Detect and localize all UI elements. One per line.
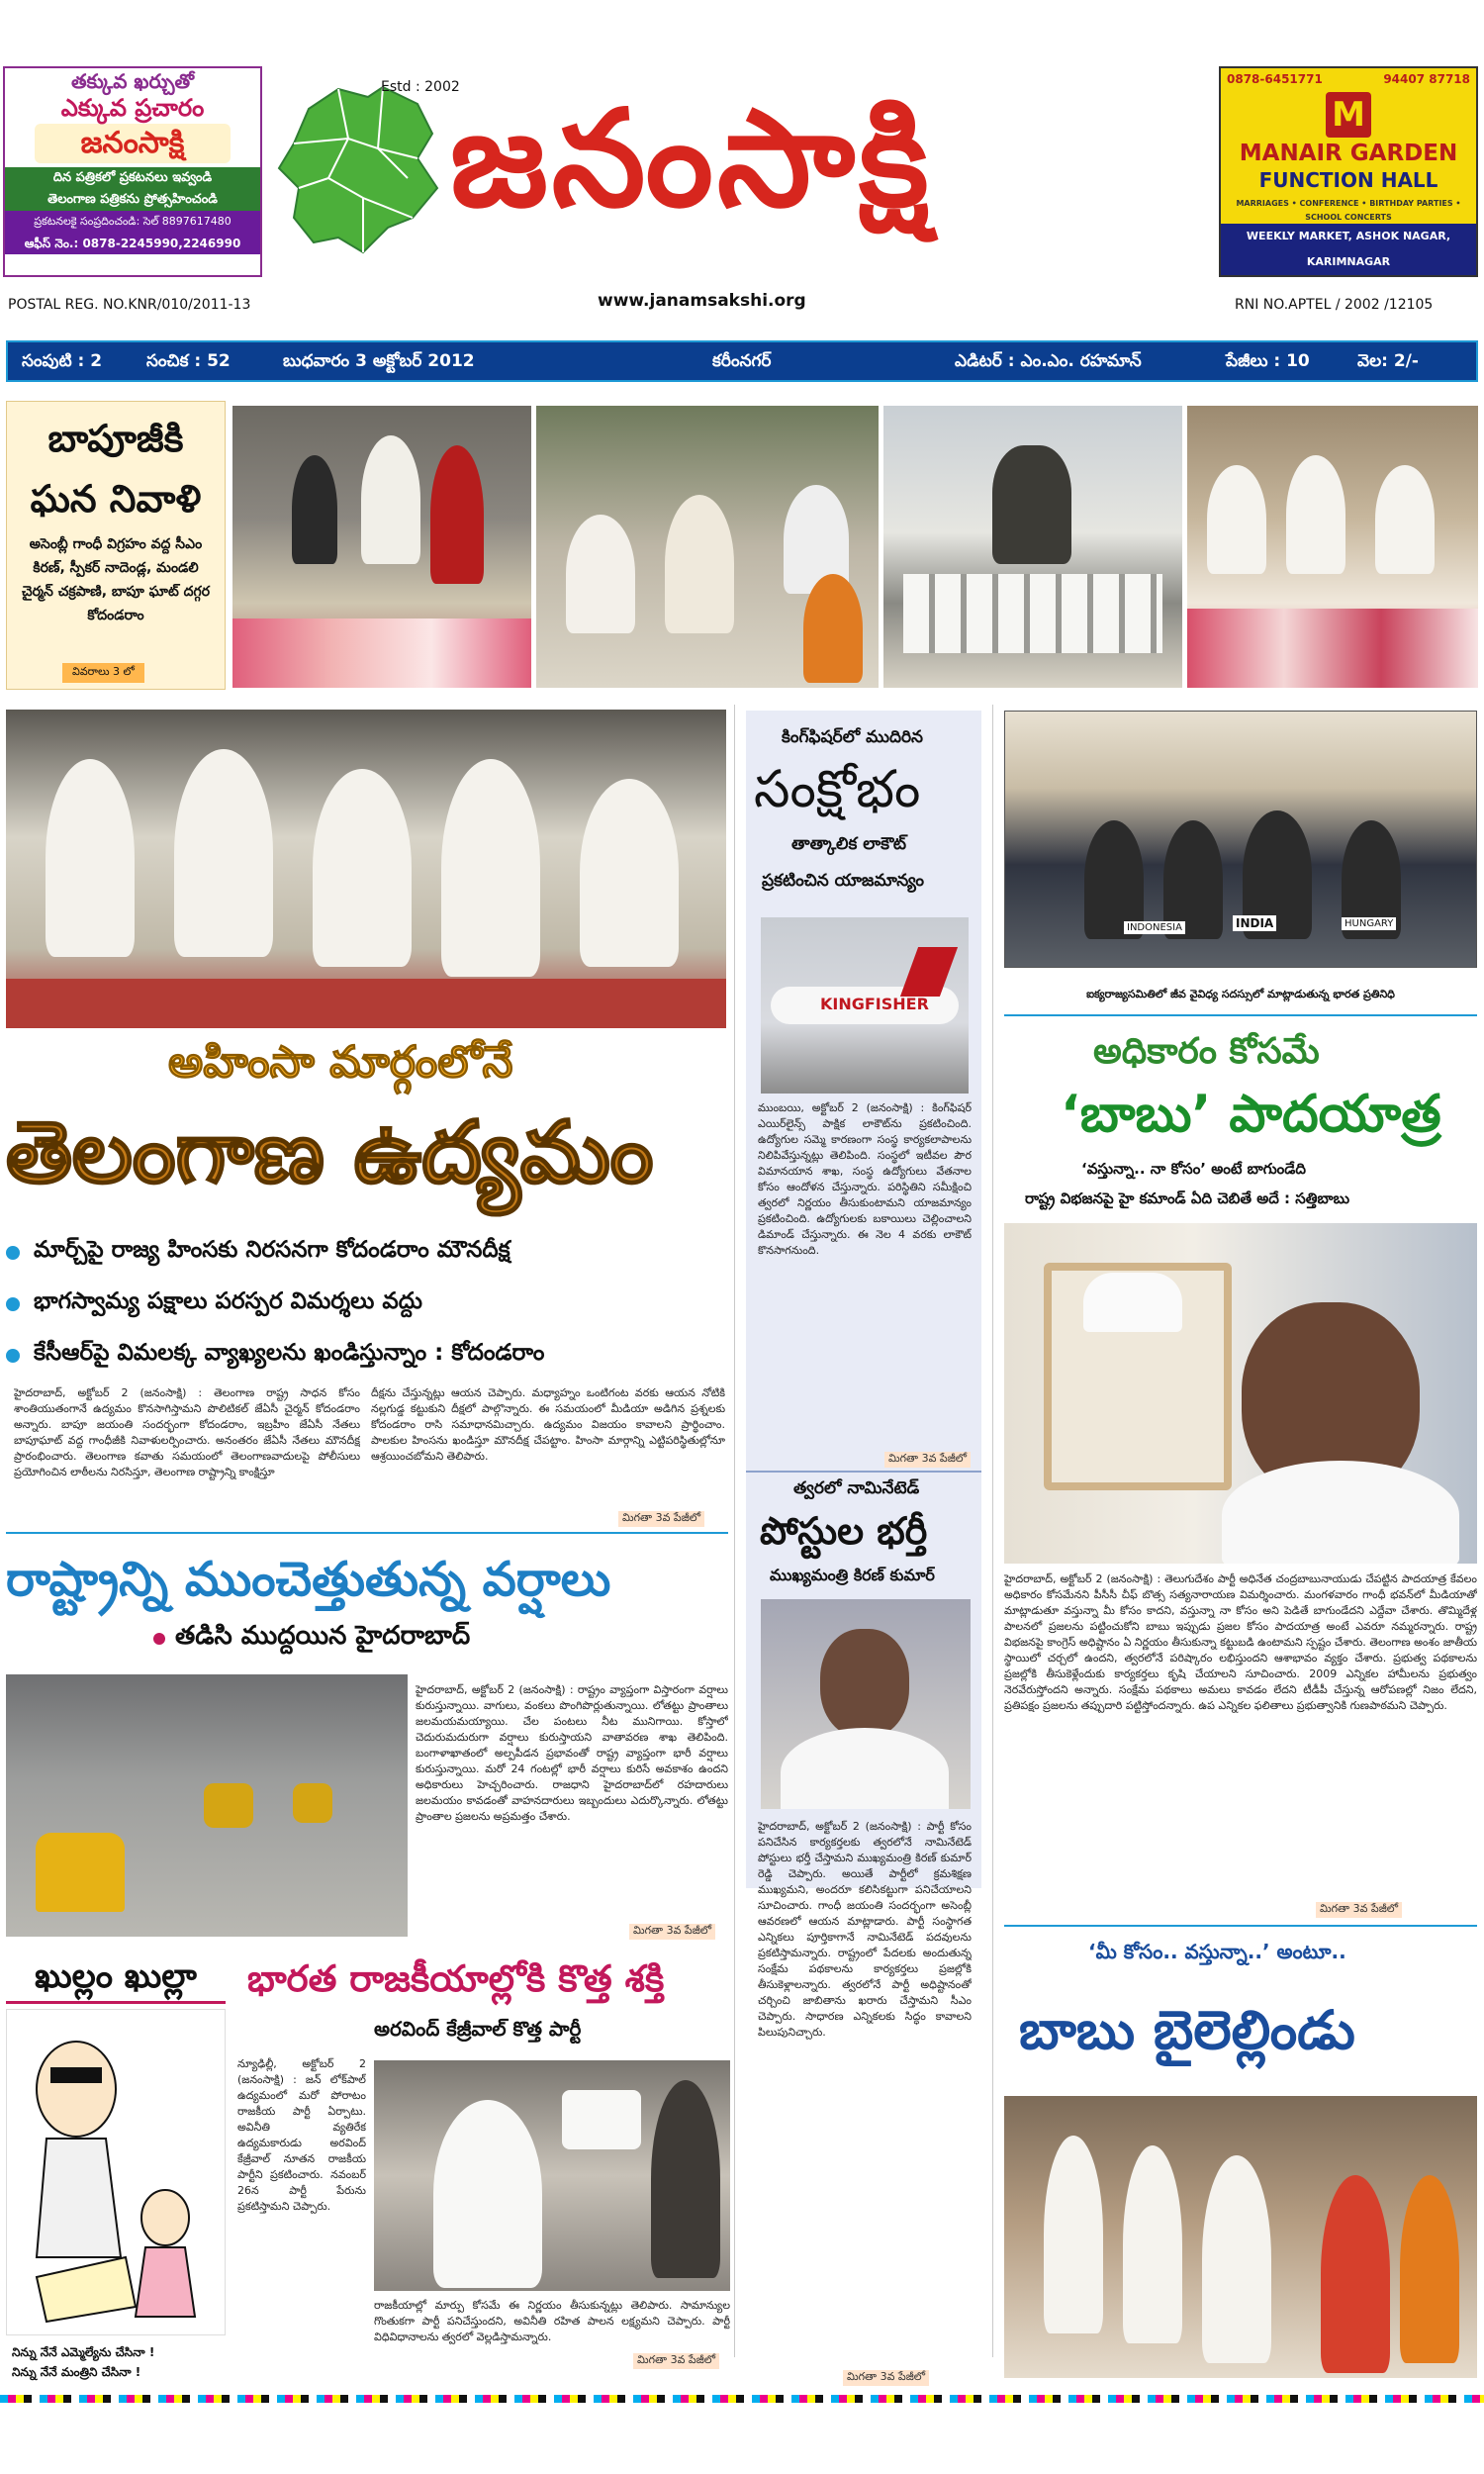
photo-leaders-prayer: [536, 406, 879, 688]
kejriwal-continue[interactable]: మిగతా 3వ పేజీలో: [633, 2353, 719, 2369]
photo-hyderabad-rain: [6, 1674, 408, 1937]
babu-sub1: ‘వస్తున్నా.. నా కోసం’ అంటే బాగుండేది: [1081, 1160, 1306, 1178]
estd-label: Estd : 2002: [381, 79, 460, 95]
cartoon-figure-icon: [7, 2010, 227, 2336]
lead-kicker: అహింసా మార్గంలోనే: [168, 1037, 513, 1088]
left-ad-box: [3, 66, 262, 277]
manair-logo-icon: M: [1326, 92, 1371, 138]
ad-brand: జనంసాక్షి: [35, 124, 231, 163]
cartoon-art: [6, 2009, 226, 2335]
rain-sub: [153, 1621, 470, 1657]
postal-reg: POSTAL REG. NO.KNR/010/2011-13: [8, 297, 251, 313]
ad-line2: ఎక్కువ ప్రచారం: [60, 94, 205, 122]
cartoon-caption2: నిన్ను నేనే మంత్రిని చేసినా !: [12, 2365, 141, 2379]
cartoon-header: ఖుల్లం ఖుల్లా: [6, 1950, 226, 2004]
lead-bullet: భాగస్వామ్య పక్షాలు పరస్పర విమర్శలు వద్దు: [6, 1279, 728, 1330]
photo-un-conference: [1004, 711, 1477, 968]
kejriwal-body-col1: న్యూఢిల్లీ, అక్టోబర్ 2 (జనంసాక్షి) : జన్ లోక్‌పాల్ ఉద్యమంలో మరో పోరాటం రాజకీయ పార్టీ ఏర్పాటు. అవినీతి వ్యతిరేక ఉద్యమకారుడు అరవింద్ కేజ్రీవాల్ నూతన రాజకీయ పార్టీని ప్రకటించారు. నవంబర్ 26న పార్టీ పేరును ప్రకటిస్తామని చెప్పారు.: [237, 2057, 366, 2213]
ad-contact: ప్రకటనలకై సంప్రదించండి: సెల్ 8897617480: [5, 211, 260, 233]
photo-kodandaram-deeksha: [6, 710, 726, 1028]
page-count: పేజీలు : 10: [1226, 351, 1310, 371]
lead-continue[interactable]: మిగతా 3వ పేజీలో: [618, 1511, 704, 1527]
nameplate: INDIA: [1233, 915, 1276, 931]
cartoon-caption1: నిన్ను నేనే ఎమ్మెల్యేను చేసినా !: [12, 2345, 155, 2359]
masthead-title: జనంసాక్షి: [450, 79, 933, 237]
ad-line4: తెలంగాణ పత్రికను ప్రోత్సహించండి: [5, 189, 260, 211]
un-caption: ఐక్యరాజ్యసమితిలో జీవ వైవిధ్య సదస్సులో మాట్లాడుతున్న భారత ప్రతినిధి: [1086, 988, 1395, 1000]
bullet-icon: [6, 1246, 20, 1260]
photo-kejriwal: [374, 2060, 730, 2291]
kejriwal-body-col2: రాజకీయాల్లో మార్పు కోసమే ఈ నిర్ణయం తీసుకున్నట్లు తెలిపారు. సామాన్యుల గొంతుకగా పార్టీ పనిచేస్తుందని, అవినీతి రహిత పాలన లక్ష్యమని చెప్పారు. పార్టీ విధివిధానాలను త్వరలో వెల్లడిస్తామన్నారు.: [374, 2299, 730, 2343]
photo-kingfisher-plane: [761, 917, 969, 1094]
ad-address: WEEKLY MARKET, ASHOK NAGAR, KARIMNAGAR: [1221, 224, 1476, 275]
ad-phone1: 0878-6451771: [1227, 72, 1323, 86]
kejriwal-sub: అరవింద్ కేజ్రీవాల్ కొత్త పార్టీ: [374, 2017, 582, 2041]
nameplate: INDONESIA: [1124, 921, 1185, 934]
kejriwal-headline: భారత రాజకీయాల్లోకి కొత్త శక్తి: [247, 1957, 665, 2000]
lead-headline: తెలంగాణ ఉద్యమం: [6, 1103, 654, 1202]
posts-headline: పోస్టుల భర్తీ: [760, 1509, 928, 1553]
bullet-icon: [153, 1633, 165, 1645]
ad-office: ఆఫీస్ నెం.: 0878-2245990,2246990: [5, 233, 260, 254]
bullet-icon: [6, 1297, 20, 1311]
price: వెల: 2/-: [1357, 351, 1419, 371]
posts-body: హైదరాబాద్, అక్టోబర్ 2 (జనంసాక్షి) : పార్టీ కోసం పనిచేసిన కార్యకర్తలకు త్వరలోనే నామినేటెడ్ పోస్టులు భర్తీ చేస్తామని ముఖ్యమంత్రి కిరణ్ కుమార్ రెడ్డి చెప్పారు. అయితే పార్టీలో క్రమశిక్షణ ముఖ్యమని, అందరూ కలిసికట్టుగా పనిచేయాలని సూచించారు. గాంధీ జయంతి సందర్భంగా అసెంబ్లీ ఆవరణలో ఆయన మాట్లాడారు. పార్టీ సంస్థాగత ఎన్నికలు పూర్తికాగానే నామినేటెడ్ పదవులను ప్రకటిస్తామన్నారు. రాష్ట్రంలో పేదలకు అందుతున్న సంక్షేమ పథకాలను కార్యకర్తలు ప్రజల్లోకి తీసుకెళ్లాలన్నారు. త్వరలోనే పార్టీ అధిష్టానంతో చర్చించి జాబితాను ఖరారు చేస్తామని సీఎం చెప్పారు. సాధారణ ఎన్నికలకు సిద్ధం కావాలని పిలుపునిచ్చారు.: [758, 1820, 972, 2039]
lead-bullet: కేసీఆర్‌పై విమలక్క వ్యాఖ్యలను ఖండిస్తున్నాం : కోదండరాం: [6, 1330, 728, 1381]
ad-services: MARRIAGES • CONFERENCE • BIRTHDAY PARTIES • SCHOOL CONCERTS: [1236, 199, 1461, 222]
plane-livery-text: KINGFISHER: [820, 995, 929, 1013]
ad-venue-sub: FUNCTION HALL: [1258, 168, 1438, 192]
lead-bullets: [6, 1227, 728, 1381]
tribute-head2: ఘన నివాళి: [30, 477, 202, 521]
tribute-box: [6, 401, 226, 690]
website-link[interactable]: www.janamsakshi.org: [598, 291, 806, 311]
babu-headline: ‘బాబు’ పాదయాత్ర: [1061, 1085, 1441, 1144]
babu-body: హైదరాబాద్, అక్టోబర్ 2 (జనంసాక్షి) : తెలుగుదేశం పార్టీ అధినేత చంద్రబాబునాయుడు చేపట్టిన పాదయాత్ర కేవలం అధికారం కోసమేనని పీసీసీ చీఫ్ బొత్స సత్యనారాయణ విమర్శించారు. మంగళవారం గాంధీ భవన్‌లో మీడియాతో మాట్లాడుతూ వస్తున్నా మీ కోసం కాదని, వస్తున్నా నా కోసం అని పెడితే బాగుండేదని ఎద్దేవా చేశారు. తొమ్మిదేళ్ల పాలనలో ప్రజలను పట్టించుకోని బాబు ఇప్పుడు ప్రజల కోసం పాదయాత్ర అంటే ఎవరూ నమ్మరన్నారు. రాష్ట్ర విభజనపై కాంగ్రెస్ అధిష్టానం ఏ నిర్ణయం తీసుకున్నా కట్టుబడి ఉంటామని స్పష్టం చేశారు. తెలంగాణ అంశం జాతీయ స్థాయిలో చర్చలో ఉందని, త్వరలోనే పరిష్కారం లభిస్తుందని ఆశాభావం వ్యక్తం చేశారు. ప్రభుత్వ పథకాలను ప్రజల్లోకి తీసుకెళ్లేందుకు కార్యకర్తలు కృషి చేయాలని సూచించారు. 2009 ఎన్నికల హామీలను ప్రభుత్వం నెరవేరుస్తోందని అన్నారు. సంక్షేమ పథకాలు అమలు కావడం లేదని టీడీపీ చేస్తున్న ఆరోపణల్లో నిజం లేదని, ప్రతిపక్షం ప్రజలను తప్పుదారి పట్టిస్తోందన్నారు. ఉప ఎన్నికల ఫలితాలు ప్రభుత్వానికి గుణపాఠమని చెప్పారు.: [1004, 1572, 1477, 1712]
volume: సంపుటి : 2: [22, 351, 103, 371]
lead-body-col2: దీక్షను చేస్తున్నట్లు ఆయన చెప్పారు. మధ్యాహ్నం ఒంటిగంట వరకు ఆయన నోటికి నల్లగుడ్డ కట్టుకుని దీక్షలో పాల్గొన్నారు. ఈ సమయంలో మీడియా అడిగిన ప్రశ్నలకు కోదండరాం రాసి సమాధానమిచ్చారు. ఉద్యమం విజయం కావాలని ప్రార్థించాం. పాలకుల హింసను ఖండిస్తూ మౌనదీక్ష చేపట్టాం. హింసా మార్గాన్ని ఎట్టిపరిస్థితుల్లోనూ ఆశ్రయించబోమని తెలిపారు.: [371, 1386, 725, 1463]
kingfisher-sub2: ప్రకటించిన యాజమాన్యం: [762, 871, 925, 891]
issue-date: బుధవారం 3 అక్టోబర్ 2012: [283, 351, 475, 371]
kingfisher-kicker: కింగ్‌ఫిషర్‌లో ముదిరిన: [782, 727, 923, 747]
babu-walk-headline: బాబు బైలెల్లిండు: [1019, 1999, 1355, 2061]
posts-kicker: త్వరలో నామినేటెడ్: [793, 1478, 920, 1498]
telangana-map-icon: [269, 79, 447, 262]
ad-phone2: 94407 87718: [1383, 72, 1470, 86]
info-bar: [6, 340, 1478, 382]
photo-botcha-satyanarayana: [1004, 1223, 1477, 1564]
kingfisher-sub1: తాత్కాలిక లాకౌట్: [791, 834, 907, 854]
rain-body: హైదరాబాద్, అక్టోబర్ 2 (జనంసాక్షి) : రాష్ట్రం వ్యాప్తంగా విస్తారంగా వర్షాలు కురుస్తున్నాయి. వాగులు, వంకలు పొంగిపొర్లుతున్నాయి. లోతట్టు ప్రాంతాలు జలమయమయ్యాయి. చేల పంటలు నీట మునిగాయి. కోస్తాలో చెదురుమదురుగా వర్షాలు కురుస్తాయని వాతావరణ శాఖ తెలిపింది. బంగాళాఖాతంలో అల్పపీడన ప్రభావంతో రాష్ట్ర వ్యాప్తంగా భారీ వర్షాలు కురుస్తున్నాయి. మరో 24 గంటల్లో భారీ వర్షాలు కురిసే అవకాశం ఉందని అధికారులు హెచ్చరించారు. రాజధాని హైదరాబాద్‌లో రహదారులు జలమయం కావడంతో వాహనదారులు ఇబ్బందులు ఎదుర్కొన్నారు. లోతట్టు ప్రాంతాల ప్రజలను అప్రమత్తం చేశారు.: [416, 1683, 728, 1823]
lead-body-col1: హైదరాబాద్, అక్టోబర్ 2 (జనంసాక్షి) : తెలంగాణ రాష్ట్ర సాధన కోసం శాంతియుతంగానే ఉద్యమం కొనసాగిస్తామని పొలిటికల్ జేఏసీ చైర్మన్ కోదండరాం అన్నారు. బాపూ జయంతి సందర్భంగా కోదండరాం, ఇబ్రహీం జేఏసీ నేతలు బాపూఘాట్ వద్ద గాంధీజీకి నివాళులర్పించారు. అనంతరం జేఏసీ నేతలు మౌనదీక్ష ప్రారంభించారు. తెలంగాణ కవాతు సమయంలో తెలంగాణవాదులపై పోలీసులు ప్రయోగించిన లాఠీలను నిరసిస్తూ, తెలంగాణ రాష్ట్రాన్ని కాంక్షిస్తూ: [14, 1386, 360, 1478]
tribute-head1: బాపూజీకి: [47, 417, 184, 460]
issue: సంచిక : 52: [146, 351, 231, 371]
lead-bullet: మార్చ్‌పై రాజ్య హింసకు నిరసనగా కోదండరాం మౌనదీక్ష: [6, 1227, 728, 1279]
bullet-icon: [6, 1349, 20, 1363]
photo-cm-kiran: [761, 1599, 971, 1809]
rain-continue[interactable]: మిగతా 3వ పేజీలో: [629, 1924, 715, 1940]
ad-venue-name: MANAIR GARDEN: [1239, 141, 1458, 166]
babu-continue[interactable]: మిగతా 3వ పేజీలో: [1316, 1902, 1402, 1918]
rni-number: RNI NO.APTEL / 2002 /12105: [1235, 297, 1434, 313]
babu-kicker: అధికారం కోసమే: [1093, 1031, 1320, 1072]
editor: ఎడిటర్ : ఎం.ఎం. రహమాన్: [955, 351, 1142, 371]
babu-walk-kicker: ‘మీ కోసం.. వస్తున్నా..’ అంటూ..: [1088, 1940, 1346, 1963]
rain-headline: రాష్ట్రాన్ని ముంచెత్తుతున్న వర్షాలు: [6, 1552, 611, 1607]
posts-continue[interactable]: మిగతా 3వ పేజీలో: [843, 2370, 929, 2386]
photo-pranab-rajghat: [232, 406, 531, 688]
city: కరీంనగర్: [712, 351, 772, 371]
kingfisher-body: ముంబయి, అక్టోబర్ 2 (జనంసాక్షి) : కింగ్‌ఫిషర్ ఎయిర్‌లైన్స్ పాక్షిక లాకౌట్‌ను ప్రకటించింది. ఉద్యోగుల సమ్మె కారణంగా సంస్థ కార్యకలాపాలను నిలిపివేస్తున్నట్లు తెలిపింది. సంస్థలో ఇటీవల పౌర విమానయాన శాఖ, సంస్థ ఉద్యోగులు వేతనాల కోసం ఆందోళన చేస్తున్నారు. పరిస్థితిని సమీక్షించి త్వరలో నిర్ణయం తీసుకుంటామని యాజమాన్యం ప్రకటించింది. ఉద్యోగులకు బకాయిలు చెల్లించాలని డిమాండ్ చేస్తున్నారు. ఈ నెల 4 వరకు లాకౌట్ కొనసాగనుంది.: [758, 1101, 972, 1257]
kingfisher-headline: సంక్షోభం: [754, 760, 921, 819]
photo-chandrababu-padayatra: [1004, 2096, 1477, 2378]
babu-sub2: రాష్ట్ర విభజనపై హై కమాండ్ ఏది చెబితే అదే : సత్తిబాబు: [1025, 1189, 1350, 1207]
photo-assembly-statue: [883, 406, 1182, 688]
ad-line1: తక్కువ ఖర్చుతో: [5, 68, 260, 94]
tribute-desc: అసెంబ్లీ గాంధీ విగ్రహం వద్ద సీఎం కిరణ్, స్పీకర్ నాదెండ్ల, మండలి చైర్మన్ చక్రపాణి, బాపూ ఘాట్ దగ్గర కోదండరాం: [22, 536, 210, 623]
right-ad-box: [1219, 66, 1478, 277]
rain-sub-text: తడిసి ముద్దయిన హైదరాబాద్: [175, 1621, 471, 1651]
photo-jac-leaders-tribute: [1187, 406, 1478, 688]
ad-line3: దిన పత్రికలో ప్రకటనలు ఇవ్వండి: [5, 167, 260, 189]
tribute-continue[interactable]: వివరాలు 3 లో: [62, 663, 144, 683]
registration-marks: [0, 2395, 1484, 2403]
posts-sub: ముఖ్యమంత్రి కిరణ్ కుమార్: [770, 1566, 935, 1584]
nameplate: HUNGARY: [1342, 917, 1396, 930]
kingfisher-continue[interactable]: మిగతా 3వ పేజీలో: [884, 1452, 971, 1468]
